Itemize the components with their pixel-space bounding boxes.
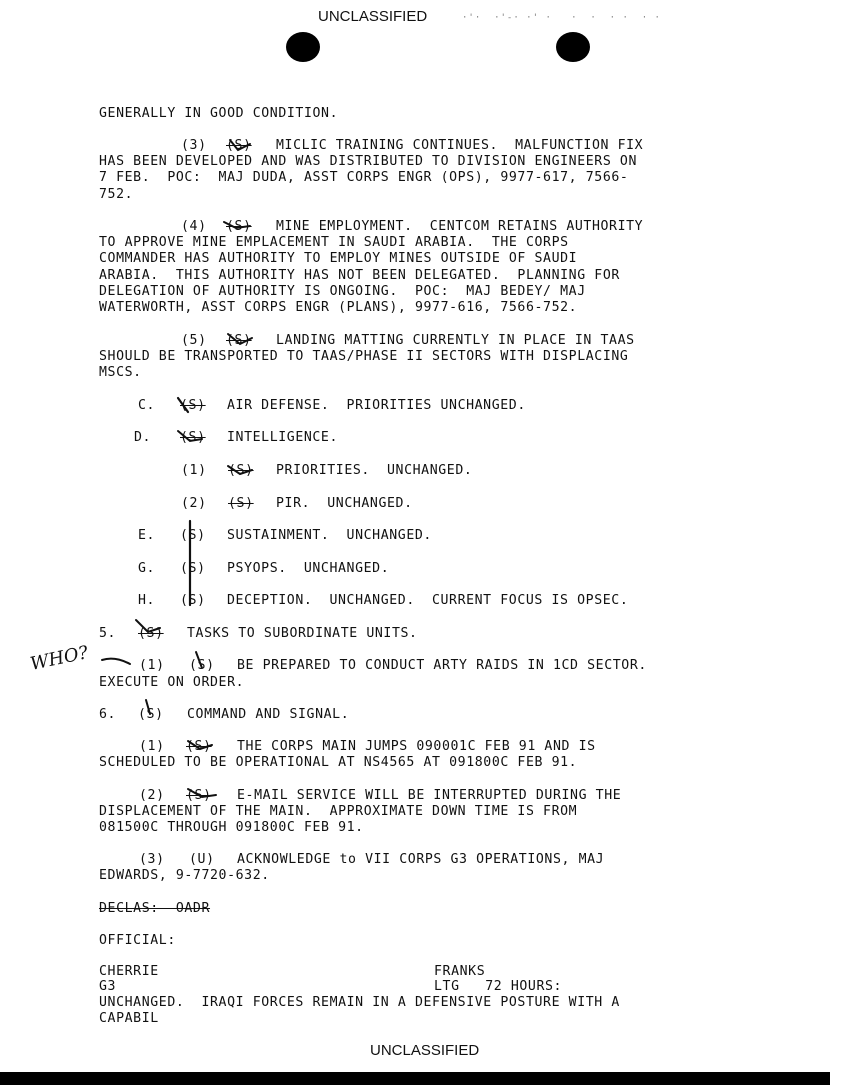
signature-left-name: CHERRIE [99,964,159,979]
para-4-classification: (S) [226,219,252,234]
header-scan-noise: ·'· ·'-· ·' · · · · · · · [462,13,661,23]
para-3-number: (3) [181,138,207,153]
item-e-text: SUSTAINMENT. UNCHANGED. [227,528,432,543]
section-6-classification: (S) [138,707,164,722]
para-5-line-1: LANDING MATTING CURRENTLY IN PLACE IN TAAS [276,333,635,348]
section-6-2-line-1: E-MAIL SERVICE WILL BE INTERRUPTED DURING THE [237,788,622,803]
redaction-punch-hole-left [286,32,320,62]
item-c-letter: C. [138,398,156,413]
para-3-line-2: HAS BEEN DEVELOPED AND WAS DISTRIBUTED TO DIVISION ENGINEERS ON [99,154,637,169]
para-5-classification: (S) [226,333,252,348]
section-5-title: TASKS TO SUBORDINATE UNITS. [187,626,418,641]
section-6-1-line-1: THE CORPS MAIN JUMPS 090001C FEB 91 AND IS [237,739,596,754]
para-4-line-6: WATERWORTH, ASST CORPS ENGR (PLANS), 9977-616, 7566-752. [99,300,578,315]
section-5-1-line-1: BE PREPARED TO CONDUCT ARTY RAIDS IN 1CD SECTOR. [237,658,647,673]
item-e-classification: (S) [180,528,206,543]
pen-dash [102,659,130,664]
signature-right-title: LTG 72 HOURS: [434,979,563,994]
item-h-classification: (S) [180,593,206,608]
item-c-classification: (S) [180,398,206,413]
scan-bottom-edge [0,1072,830,1085]
section-5-classification: (S) [138,626,164,641]
item-c-text: AIR DEFENSE. PRIORITIES UNCHANGED. [227,398,526,413]
item-h-letter: H. [138,593,156,608]
item-d1-classification: (S) [228,463,254,478]
para-4-number: (4) [181,219,207,234]
para-3-classification: (S) [226,138,252,153]
section-5-1-number: (1) [139,658,165,673]
para-5-number: (5) [181,333,207,348]
section-6-1-number: (1) [139,739,165,754]
official-label: OFFICIAL: [99,933,176,948]
para-3-line-1: MICLIC TRAINING CONTINUES. MALFUNCTION FIX [276,138,644,153]
section-6-number: 6. [99,707,117,722]
item-e-letter: E. [138,528,156,543]
signature-right-name: FRANKS [434,964,486,979]
para-4-line-4: ARABIA. THIS AUTHORITY HAS NOT BEEN DELEGATED. PLANNING FOR [99,268,620,283]
para-4-line-1: MINE EMPLOYMENT. CENTCOM RETAINS AUTHORITY [276,219,644,234]
signature-left-title: G3 [99,979,117,994]
para-4-line-2: TO APPROVE MINE EMPLACEMENT IN SAUDI ARABIA. THE CORPS [99,235,569,250]
item-d1-text: PRIORITIES. UNCHANGED. [276,463,473,478]
section-6-1-classification: (S) [186,739,212,754]
item-h-text: DECEPTION. UNCHANGED. CURRENT FOCUS IS OPSEC. [227,593,629,608]
section-6-2-classification: (S) [186,788,212,803]
section-6-1-line-2: SCHEDULED TO BE OPERATIONAL AT NS4565 AT 091800C FEB 91. [99,755,578,770]
item-d1-number: (1) [181,463,207,478]
item-d2-number: (2) [181,496,207,511]
section-6-2-number: (2) [139,788,165,803]
section-6-3-number: (3) [139,852,165,867]
item-d-letter: D. [134,430,152,445]
para-3-line-4: 752. [99,187,134,202]
trailing-line-1: UNCHANGED. IRAQI FORCES REMAIN IN A DEFENSIVE POSTURE WITH A [99,995,620,1010]
section-5-number: 5. [99,626,117,641]
item-g-letter: G. [138,561,156,576]
section-6-3-classification: (U) [189,852,215,867]
footer-classification: UNCLASSIFIED [370,1042,480,1059]
section-6-title: COMMAND AND SIGNAL. [187,707,350,722]
section-6-2-line-2: DISPLACEMENT OF THE MAIN. APPROXIMATE DOWN TIME IS FROM [99,804,578,819]
declassification-line: DECLAS: OADR [99,901,211,916]
header-classification: UNCLASSIFIED [318,8,428,25]
item-g-text: PSYOPS. UNCHANGED. [227,561,390,576]
para-4-line-3: COMMANDER HAS AUTHORITY TO EMPLOY MINES OUTSIDE OF SAUDI [99,251,578,266]
trailing-line-2: CAPABIL [99,1011,159,1026]
section-5-1-line-2: EXECUTE ON ORDER. [99,675,245,690]
section-6-2-line-3: 081500C THROUGH 091800C FEB 91. [99,820,364,835]
item-d2-classification: (S) [228,496,254,511]
item-g-classification: (S) [180,561,206,576]
item-d-text: INTELLIGENCE. [227,430,339,445]
para-4-line-5: DELEGATION OF AUTHORITY IS ONGOING. POC: MAJ BEDEY/ MAJ [99,284,586,299]
redaction-punch-hole-right [556,32,590,62]
section-6-3-line-1: ACKNOWLEDGE to VII CORPS G3 OPERATIONS, MAJ [237,852,605,867]
line-generally: GENERALLY IN GOOD CONDITION. [99,106,339,121]
item-d2-text: PIR. UNCHANGED. [276,496,413,511]
para-5-line-2: SHOULD BE TRANSPORTED TO TAAS/PHASE II SECTORS WITH DISPLACING [99,349,629,364]
handwritten-margin-note: WHO? [28,642,91,675]
section-6-3-line-2: EDWARDS, 9-7720-632. [99,868,270,883]
section-5-1-classification: (S) [189,658,215,673]
para-3-line-3: 7 FEB. POC: MAJ DUDA, ASST CORPS ENGR (OPS), 9977-617, 7566- [99,170,629,185]
item-d-classification: (S) [180,430,206,445]
para-5-line-3: MSCS. [99,365,142,380]
